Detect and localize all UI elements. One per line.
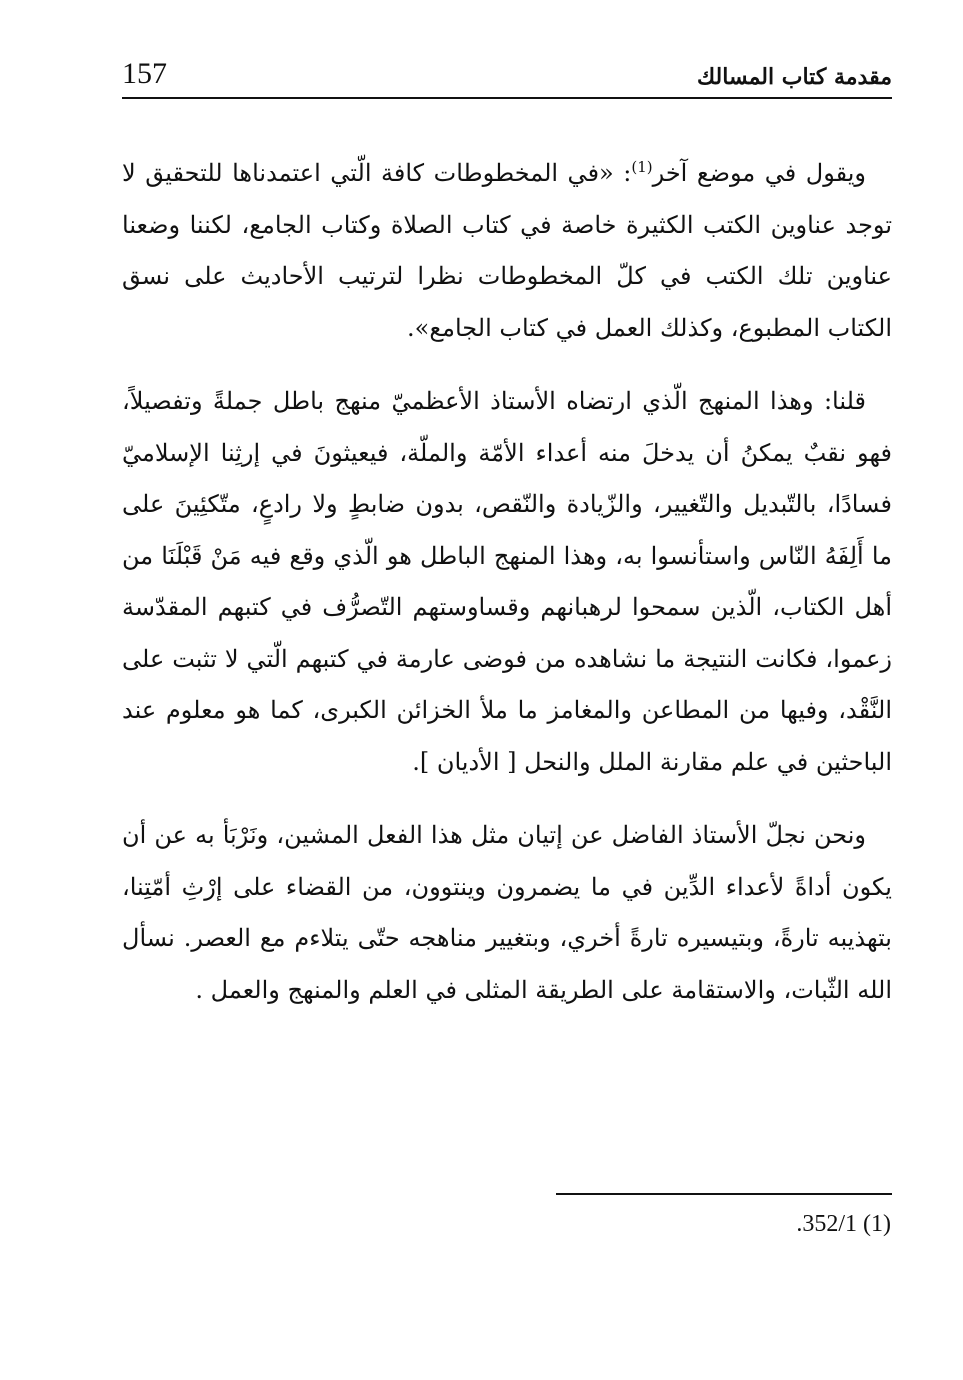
footnote-reference: (1) [631, 158, 653, 176]
header-rule [122, 97, 892, 99]
footnote-1: .352/1 (1) [796, 1211, 891, 1237]
footnote-rule [556, 1193, 892, 1195]
paragraph-2: قلنا: وهذا المنهج الّذي ارتضاه الأستاذ الأعظميّ منهج باطل جملةً وتفصيلاً، فهو نقبٌ يمكنُ أن يدخلَ منه أعداء الأمّة والملّة، فيعيثونَ في إرثِنا الإسلاميّ فسادًا، بالتّبديل والتّغيير، والزّيادة والنّقص، بدون ضابطٍ ولا رادعٍ، متّكئِينَ على ما أَلِفَهُ النّاس واستأنسوا به، وهذا المنهج الباطل هو الّذي وقع فيه مَنْ قَبْلَنَا من أهل الكتاب، الّذين سمحوا لرهبانهم وقساوستهم التّصرُّف في كتبهم المقدّسة زعموا، فكانت النتيجة ما نشاهده من فوضى عارمة في كتبهم الّتي لا تثبت على النَّقْد، وفيها من المطاعن والمغامز ما ملأ الخزائن الكبرى، كما هو معلوم عند الباحثين في علم مقارنة الملل والنحل [ الأديان ]. [122, 387, 893, 776]
running-head-title: مقدمة كتاب المسالك [697, 64, 892, 90]
paragraph-1 [122, 148, 892, 354]
paragraph-1-quote: : «في المخطوطات كافة الّتي اعتمدناها للتحقيق لا توجد عناوين الكتب الكثيرة خاصة في كتاب الصلاة وكتاب الجامع، لكننا وضعنا عناوين تلك الكتب في كلّ المخطوطات نظرا لترتيب الأحاديث على نسق الكتاب المطبوع، وكذلك العمل في كتاب الجامع». [122, 159, 892, 342]
running-head [122, 52, 892, 96]
paragraph-3: ونحن نجلّ الأستاذ الفاضل عن إتيان مثل هذا الفعل المشين، ونَرْبَأ به عن أن يكون أداةً لأعداء الدِّين في ما يضمرون وينتوون، من القضاء على إرْثِ أمّتِنا، بتهذيبه تارةً، وبتيسيره تارةً أخري، وبتغيير مناهجه حتّى يتلاءم مع العصر. نسأل الله الثّبات، والاستقامة على الطريقة المثلى في العلم والمنهج والعمل . [122, 821, 892, 1004]
paragraph-1-lead: ويقول في موضع آخر [652, 159, 867, 187]
body-text [122, 148, 892, 1038]
page-number: 157 [122, 57, 167, 90]
